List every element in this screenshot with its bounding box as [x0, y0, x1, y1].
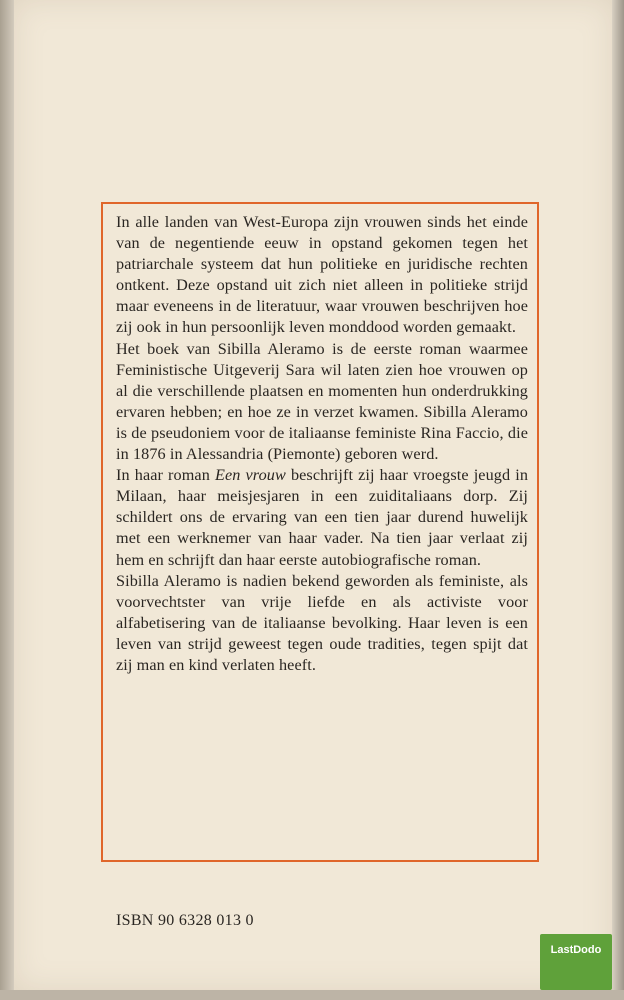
paragraph-4: Sibilla Aleramo is nadien bekend geworden als feministe, als voorvechtster van vrije liefde en als activiste voor alfabetisering van de italiaanse bevolking. Haar leven is een leven van strijd geweest tegen oude tradities, tegen spijt dat zij man en kind verlaten heeft.: [116, 571, 528, 674]
paragraph-1: In alle landen van West-Europa zijn vrouwen sinds het einde van de negentiende eeuw in opstand gekomen tegen het patriarchale systeem dat hun politieke en juridische rechten ontkent. Deze opstand uit zich niet alleen in politieke strijd maar eveneens in de literatuur, waar vrouwen beschrijven hoe zij ook in hun persoonlijk leven monddood worden gemaakt.: [116, 213, 528, 337]
paragraph-3-before: In haar roman: [116, 466, 215, 485]
watermark-badge: [540, 934, 612, 990]
bottom-edge: [0, 990, 624, 1000]
watermark-logo-text: LastDodo: [550, 944, 602, 956]
isbn-number: ISBN 90 6328 013 0: [116, 912, 254, 929]
spine-shadow: [0, 0, 14, 1000]
book-title: Een vrouw: [214, 466, 286, 485]
blurb-text: [116, 212, 528, 676]
paragraph-3: [116, 465, 528, 570]
paragraph-2: Het boek van Sibilla Aleramo is de eerste roman waarmee Feministische Uitgeverij Sara wil laten zien hoe vrouwen op al die verschillende plaatsen en momenten hun onderdrukking ervaren hebben; en hoe ze in verzet kwamen. Sibilla Aleramo is de pseudoniem voor de italiaanse feministe Rina Faccio, die in 1876 in Alessandria (Piemonte) geboren werd.: [116, 339, 528, 464]
paragraph-3-after: beschrijft zij haar vroegste jeugd in Milaan, haar meisjesjaren in een zuiditaliaans dorp. Zij schildert ons de ervaring van een tien jaar durend huwelijk met een werknemer van haar vader. Na tien jaar verlaat zij hem en schrijft dan haar eerste autobiografische roman.: [116, 466, 529, 569]
page-edge: [612, 0, 624, 1000]
